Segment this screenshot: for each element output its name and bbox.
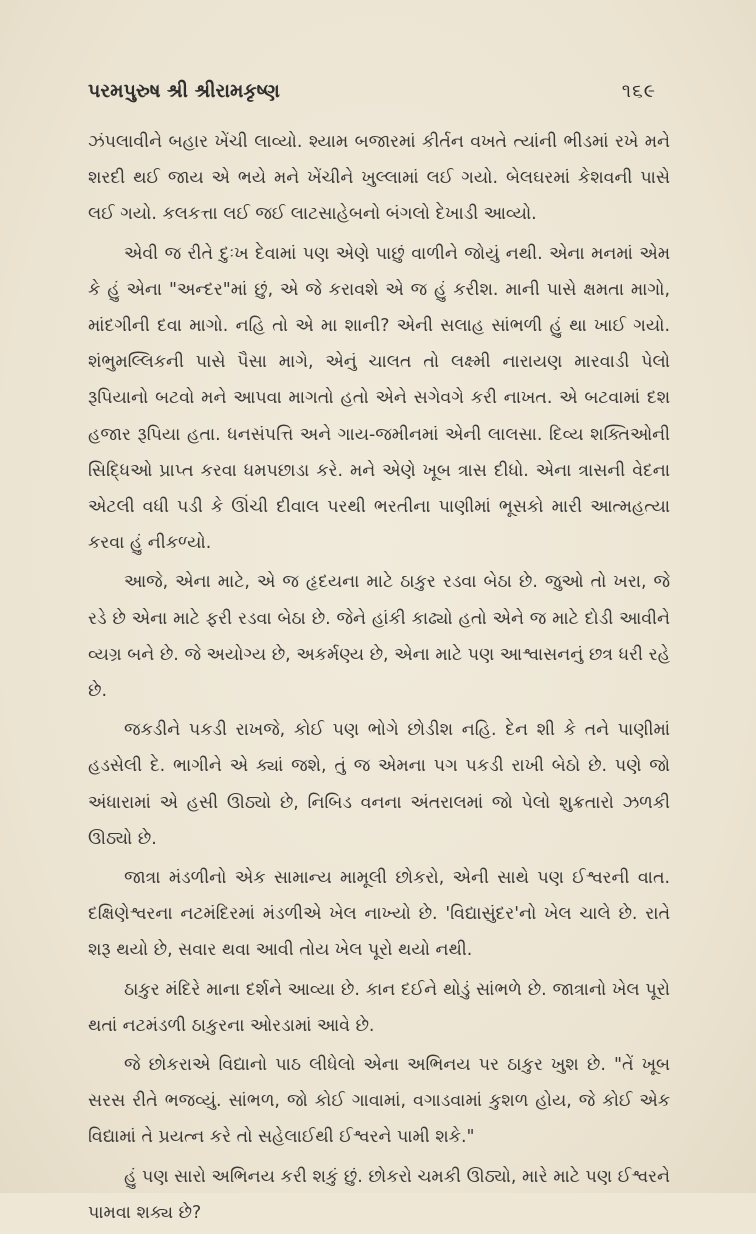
paragraph: ઠાકુર મંદિરે માના દર્શને આવ્યા છે. કાન દઈને થોડું સાંભળે છે. જાત્રાનો ખેલ પૂરો થતાં નટમંડળી ઠાકુરના ઓરડામાં આવે છે.	[88, 979, 670, 1036]
header-title: પરમપુરુષ શ્રી શ્રીરામકૃષ્ણ	[88, 80, 280, 102]
paragraph: ઝંપલાવીને બહાર ખેંચી લાવ્યો. શ્યામ બજારમાં કીર્તન વખતે ત્યાંની ભીડમાં રખે મને શરદી થઈ જાય એ ભયે મને ખેંચીને ખુલ્લામાં લઈ ગયો. બેલઘરમાં કેશવની પાસે લઈ ગયો. કલકત્તા લઈ જઈ લાટસાહેબનો બંગલો દેખાડી આવ્યો.	[88, 132, 670, 225]
paragraph: એવી જ રીતે દુઃખ દેવામાં પણ એણે પાછું વાળીને જોયું નથી. એના મનમાં એમ કે હું એના "અન્દર"માં છું, એ જે કરાવશે એ જ હું કરીશ. માની પાસે ક્ષમતા માગો, માંદગીની દવા માગો. નહિ તો એ મા શાની? એની સલાહ સાંભળી હું થા ખાઈ ગયો. શંભુમલ્લિકની પાસે પૈસા માગે, એનું ચાલત તો લક્ષ્મી નારાયણ મારવાડી પેલો રૂપિયાનો બટવો મને આપવા માગતો હતો એને સગેવગે કરી નાખત. એ બટવામાં દશ હજાર રૂપિયા હતા. ધનસંપત્તિ અને ગાય-જમીનમાં એની લાલસા. દિવ્ય શક્તિઓની સિદ્ધિઓ પ્રાપ્ત કરવા ધમપછાડા કરે. મને એણે ખૂબ ત્રાસ દીધો. એના ત્રાસની વેદના એટલી વધી પડી કે ઊંચી દીવાલ પરથી ભરતીના પાણીમાં ભૂસકો મારી આત્મહત્યા કરવા હું નીકળ્યો.	[88, 243, 670, 554]
page-body	[88, 124, 670, 1234]
paragraph: જકડીને પકડી રાખજે, કોઈ પણ ભોગે છોડીશ નહિ. દેન શી કે તને પાણીમાં હડસેલી દે. ભાગીને એ ક્યાં જશે, તું જ એમના પગ પકડી રાખી બેઠો છે. પણે જો અંધારામાં એ હસી ઊઠ્યો છે, નિબિડ વનના અંતરાલમાં જો પેલો શુક્રતારો ઝળકી ઊઠ્યો છે.	[88, 720, 670, 849]
page-number: ૧૬૯	[621, 80, 656, 102]
paragraph: આજે, એના માટે, એ જ હૃદયના માટે ઠાકુર રડવા બેઠા છે. જુઓ તો ખરા, જે રડે છે એના માટે ફરી રડવા બેઠા છે. જેને હાંકી કાઢ્યો હતો એને જ માટે દોડી આવીને વ્યગ્ર બને છે. જે અયોગ્ય છે, અકર્મણ્ય છે, એના માટે પણ આશ્વાસનનું છત્ર ધરી રહે છે.	[88, 572, 670, 702]
paragraph: જાત્રા મંડળીનો એક સામાન્ય મામૂલી છોકરો, એની સાથે પણ ઈશ્વરની વાત. દક્ષિણેશ્વરના નટમંદિરમાં મંડળીએ ખેલ નાખ્યો છે. 'વિદ્યાસુંદર'નો ખેલ ચાલે છે. રાતે શરૂ થયો છે, સવાર થવા આવી તોય ખેલ પૂરો થયો નથી.	[88, 868, 670, 961]
running-header	[88, 80, 656, 102]
paragraph: જે છોકરાએ વિદ્યાનો પાઠ લીધેલો એના અભિનય પર ઠાકુર ખુશ છે. "તેં ખૂબ સરસ રીતે ભજવ્યું. સાંભળ, જો કોઈ ગાવામાં, વગાડવામાં કુશળ હોય, જે કોઈ એક વિદ્યામાં તે પ્રયત્ન કરે તો સહેલાઈથી ઈશ્વરને પામી શકે."	[88, 1055, 670, 1148]
paragraph: હું પણ સારો અભિનય કરી શકું છું. છોકરો ચમકી ઊઠ્યો, મારે માટે પણ ઈશ્વરને પામવા શક્ય છે?	[88, 1166, 670, 1223]
